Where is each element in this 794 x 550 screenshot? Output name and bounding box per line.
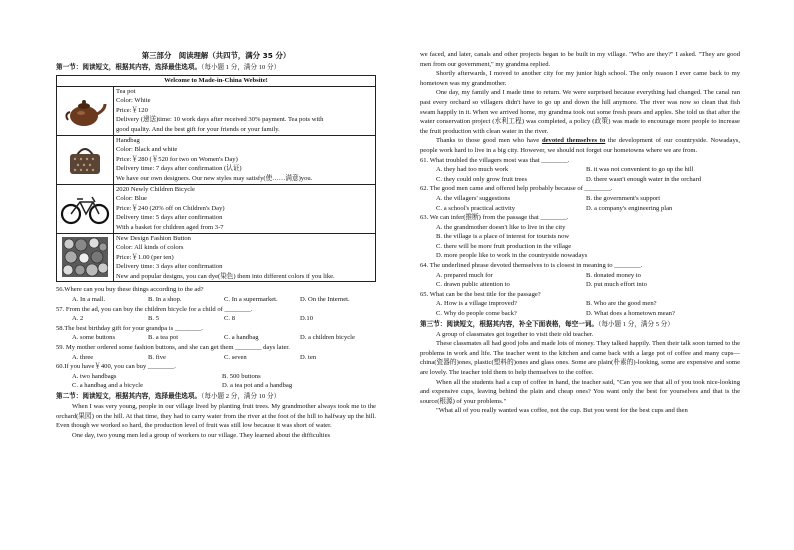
ad-line: Price:￥120 [116,106,148,114]
option-b[interactable]: B. 500 buttons [222,372,261,380]
question-63 [420,213,740,261]
teapot-icon [57,87,113,134]
section1-title: 第一节：阅读短文，根据其内容，选择最佳选项。（每小题 1 分，满分 10 分） [56,63,281,71]
option-c[interactable]: C. a handbag and a bicycle [72,382,144,390]
option-c[interactable]: C. 8 [224,315,235,323]
ad-line: Price:￥240 (20% off on Children's Day) [116,204,225,212]
question-65 [420,290,740,319]
question-text: 65. What can be the best title for the passage? [420,290,541,298]
option-d[interactable]: D.10 [300,315,314,323]
bicycle-icon [57,185,113,232]
question-text: 63. We can infer(推断) from the passage that ________. [420,214,569,222]
option-d[interactable]: D. a company's engineering plan [586,204,673,212]
ad-line: New and popular designs, you can dye(染色) them into different colors if you like. [116,272,335,280]
option-b[interactable]: B. donated money to [586,271,641,279]
ad-line: Price:￥1.00 (per ten) [116,253,174,261]
ad-line: Color: Black and white [116,146,178,154]
option-b[interactable]: B. the government's support [586,194,661,202]
option-b[interactable]: B. five [148,353,166,361]
ad-line: Tea pot [116,87,136,95]
passage-paragraph: Shortly afterwards, I moved to another city for my junior high school. The only reason I ever came back to my hometown was my grandmother. [420,70,740,87]
option-c[interactable]: C. drawn public attention to [436,281,510,289]
option-a[interactable]: A. In a mall. [72,296,106,304]
question-60 [56,362,376,391]
option-d[interactable]: D. On the Internet. [300,296,350,304]
question-62 [420,184,740,213]
underlined-phrase: devoted themselves to [541,137,606,145]
question-text: 62. The good men came and offered help probably because of ________. [420,185,613,193]
option-b[interactable]: B. it was not convenient to go up the hill [586,166,694,174]
ad-line: Price:￥280 (￥520 for two on Women's Day) [116,155,238,163]
ad-line: We have our own designers. Our new styles may satisfy(使……满意)you. [116,174,313,182]
ad-line: Delivery time: 7 days after confirmation (认证) [116,165,242,173]
ad-line: Handbag [116,136,140,144]
question-61 [420,156,740,185]
option-c[interactable]: C. seven [224,353,247,361]
ad-row-bicycle [57,184,376,233]
option-d[interactable]: D. a children bicycle [300,334,355,342]
question-text: 59. My mother ordered some fashion buttons, and she can get them ________ days later. [56,344,290,352]
left-column [56,50,376,440]
option-a[interactable]: A. How is a village improved? [436,300,517,308]
passage-paragraph: One day, my family and I made time to return. We were surprised because everything had changed. The canal ran past every orchard so villagers didn't have to go up and down the hill anymore. The river was now so clean that fish swam happily in it. When we arrived home, my grandma took out some fresh pears and apples. She told us that after the water conservation project (水利工程) was completed, a policy (政策) was made to encourage more people to increase the fruit production with clean water in the river. [420,89,740,135]
ad-line: Color: All kinds of colors [116,244,184,252]
ad-line: Color: Blue [116,195,147,203]
right-column [420,50,740,416]
ad-header: Welcome to Made-in-China Website! [57,76,376,87]
ad-line: Delivery time: 5 days after confirmation [116,214,223,222]
passage-paragraph: When all the students had a cup of coffee in hand, the teacher said, "Can you see that all of you took nice-looking and expensive cups, leaving behind the plain and cheap ones? You want only the best for yourselves and that is the source(根源) of your problems." [420,378,740,405]
passage-paragraph: A group of classmates got together to visit their old teacher. [436,330,594,338]
passage-paragraph: One day, two young men led a group of workers to our village. They learned about the difficulties [72,431,331,439]
question-59 [56,343,376,362]
option-d[interactable]: D. more people like to work in the countryside nowadays [436,252,588,260]
option-a[interactable]: A. the villagers' suggestions [436,194,511,202]
option-c[interactable]: C. a handbag [224,334,259,342]
passage-paragraph: These classmates all had good jobs and made lots of money. They talked happily. Then their talk soon turned to the problems in work and life. The teacher went to the kitchen and came back with a large pot of coffee and many cups—china(瓷器的)ones, plastic(塑料的)ones and glass ones. Some are plain(朴素的)-looking, some are expensive and some are lovely. The teacher told them to help themselves to the coffee. [420,340,740,376]
option-a[interactable]: A. 2 [72,315,84,323]
option-c[interactable]: C. In a supermarket. [224,296,278,304]
ad-line: 2020 Newly Children Bicycle [116,185,195,193]
question-text: 58.The best birthday gift for your grandpa is ________. [56,324,203,332]
passage-paragraph: Thanks to those good men who have devoted themselves to the development of our countryside. Nowadays, people work hard to live in a big city. However, we should not forget our hometowns where we are from. [420,137,740,154]
option-d[interactable]: D. put much effort into [586,281,647,289]
question-text: 56.Where can you buy these things according to the ad? [56,286,204,294]
ad-table [56,75,376,282]
section3-title: 第三节：阅读短文，根据其内容，补全下面表格，每空一词。（每小题 1 分，满分 5 分） [420,319,674,328]
question-text: 61. What troubled the villagers most was that ________. [420,156,570,164]
option-a[interactable]: A. the grandmother doesn't like to live in the city [436,223,566,231]
option-b[interactable]: B. a tea pot [148,334,179,342]
question-text: 64. The underlined phrase devoted themselves to is closest in meaning to ________. [420,262,643,270]
question-57 [56,305,376,324]
ad-row-handbag [57,135,376,184]
section2-title: 第二节：阅读短文，根据其内容，选择最佳选项。（每小题 2 分，满分 10 分） [56,392,281,400]
question-text: 57. From the ad, you can buy the children bicycle for a child of ________. [56,305,253,313]
ad-line: With a basket for children aged from 3-7 [116,223,224,231]
part-title: 第三部分 阅读理解（共四节，满分 35 分） [141,51,291,60]
question-64 [420,261,740,290]
ad-line: Color: White [116,97,151,105]
option-c[interactable]: C. there will be more fruit production in the village [436,242,572,250]
option-d[interactable]: D. there wasn't enough water in the orchard [586,175,702,183]
option-b[interactable]: B. 5 [148,315,159,323]
option-d[interactable]: D. a tea pot and a handbag [222,382,293,390]
option-a[interactable]: A. three [72,353,94,361]
option-a[interactable]: A. they had too much work [436,166,509,174]
option-b[interactable]: B. Who are the good men? [586,300,657,308]
ad-line: good quality. And the best gift for your friends or your family. [116,125,280,133]
ad-line: Delivery (递送)time: 10 work days after received 30% payment. Tea pots with [116,116,324,124]
option-d[interactable]: D. What does a hometown mean? [586,310,675,318]
option-c[interactable]: C. they could only grow fruit trees [436,175,528,183]
option-a[interactable]: A. some buttons [72,334,116,342]
handbag-icon [57,136,113,183]
option-a[interactable]: A. two handbags [72,372,117,380]
option-a[interactable]: A. prepared much for [436,271,493,279]
passage-paragraph: When I was very young, people in our village lived by planting fruit trees. My grandmother always took me to the orchard(果园) on the hill. At that time, they had to carry water from the river at the foot of the hill to halfway up the hill. Even though we worked so hard, the production level of fruit was still low because it was short of water. [56,403,376,430]
passage-paragraph: "What all of you really wanted was coffee, not the cup. But you went for the best cups and then [436,407,688,415]
option-b[interactable]: B. the village is a place of interest for tourists now [436,233,570,241]
ad-line: Delivery time: 3 days after confirmation [116,263,223,271]
option-d[interactable]: D. ten [300,353,317,361]
question-58 [56,324,376,343]
buttons-icon [57,234,113,281]
question-56 [56,285,376,304]
ad-row-buttons [57,233,376,282]
question-text: 60.If you have￥400, you can buy ________. [56,363,176,371]
option-c[interactable]: C. a school's practical activity [436,204,516,212]
option-c[interactable]: C. Why do people come back? [436,310,517,318]
passage-paragraph: we faced, and later, canals and other projects began to be built in my village. "Who are they?" I asked. "They are good men from our government," my grandma replied. [420,51,740,68]
ad-line: New Design Fashion Button [116,234,191,242]
ad-row-teapot [57,86,376,135]
option-b[interactable]: B. In a shop. [148,296,182,304]
